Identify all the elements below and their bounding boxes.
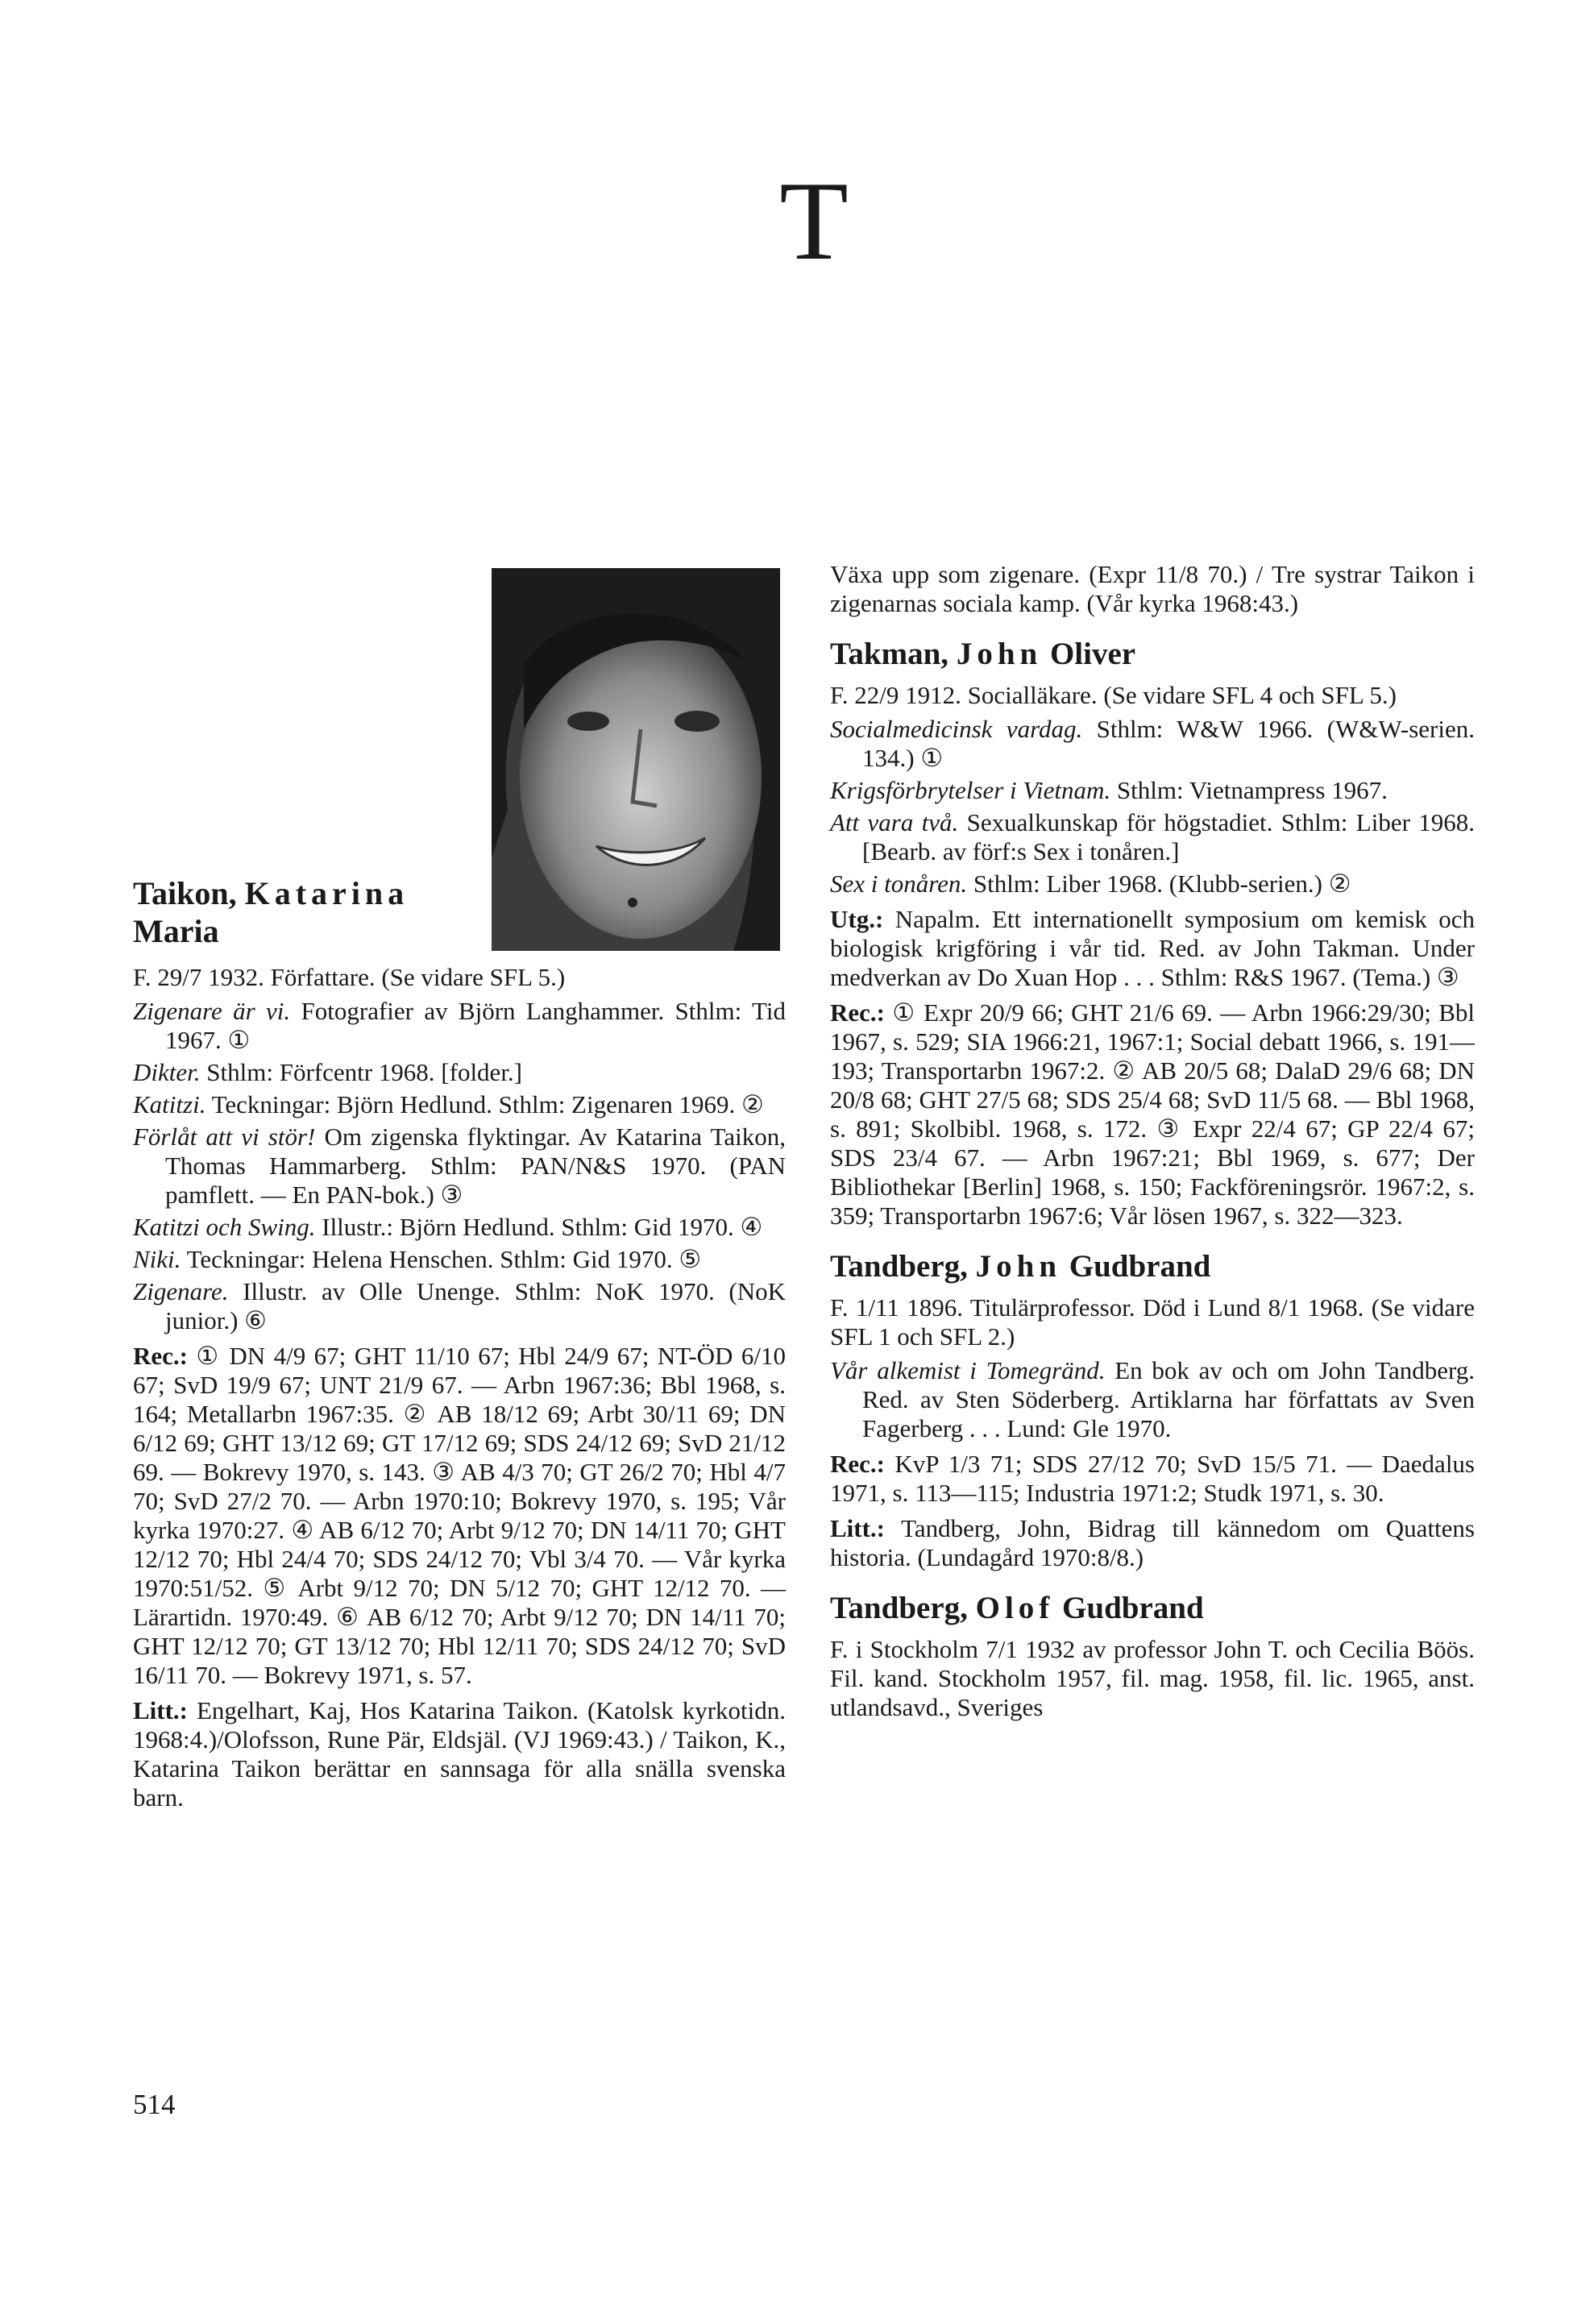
tandberg-olof-bio: F. i Stockholm 7/1 1932 av professor John T. och Cecilia Böös. Fil. kand. Stockholm 1957, fil. mag. 1958, fil. lic. 1965, anst. utlandsavd., Sveriges	[830, 1635, 1475, 1721]
work-details: Om zigenska flyktingar. Av Katarina Taikon, Thomas Hammarberg. Sthlm: PAN/N&S 1970. (PAN pamflett. — En PAN-bok.) ③	[165, 1123, 786, 1209]
reviews-text: ① Expr 20/9 66; GHT 21/6 69. — Arbn 1966:29/30; Bbl 1967, s. 529; SIA 1966:21, 1967:1; Social debatt 1966, s. 191—193; Transportarbn 1967:2. ② AB 20/5 68; DalaD 29/6 68; DN 20/8 68; GHT 27/5 68; SDS 25/4 68; SvD 11/5 68. — Bbl 1968, s. 891; Skolbibl. 1968, s. 172. ③ Expr 22/4 67; GP 22/4 67; SDS 23/4 67. — Arbn 1967:21; Bbl 1969, s. 677; Der Bibliothekar [Berlin] 1968, s. 150; Fackföreningsrör. 1967:2, s. 359; Transportarbn 1967:6; Vår lösen 1967, s. 322—323.	[830, 998, 1475, 1230]
portrait-photo	[492, 568, 780, 951]
work-title: Katitzi och Swing.	[133, 1213, 316, 1241]
literature-label: Litt.:	[830, 1514, 886, 1542]
given-name: Olof	[975, 1591, 1055, 1625]
reviews-text: ① DN 4/9 67; GHT 11/10 67; Hbl 24/9 67; NT-ÖD 6/10 67; SvD 19/9 67; UNT 21/9 67. — Arbn 1967:36; Bbl 1968, s. 164; Metallarbn 1967:35. ② AB 18/12 69; Arbt 30/11 69; DN 6/12 69; GHT 13/12 69; GT 17/12 69; SDS 24/12 69; SvD 21/12 69. — Bokrevy 1970, s. 143. ③ AB 4/3 70; GT 26/2 70; Hbl 4/7 70; SvD 27/2 70. — Arbn 1970:10; Bokrevy 1970, s. 195; Vår kyrka 1970:27. ④ AB 6/12 70; Arbt 9/12 70; DN 14/11 70; GHT 12/12 70; Hbl 24/4 70; SDS 24/12 70; Vbl 3/4 70. — Vår kyrka 1970:51/52. ⑤ Arbt 9/12 70; DN 5/12 70; GHT 12/12 70. — Lärartidn. 1970:49. ⑥ AB 6/12 70; Arbt 9/12 70; DN 14/11 70; GHT 12/12 70; GT 13/12 70; Hbl 12/11 70; SDS 24/12 70; SvD 16/11 70. — Bokrevy 1971, s. 57.	[133, 1342, 786, 1689]
entry-heading-tandberg-olof	[830, 1590, 1475, 1627]
work-details: Illustr. av Olle Unenge. Sthlm: NoK 1970. (NoK junior.) ⑥	[165, 1277, 786, 1334]
literature-paragraph	[133, 1696, 786, 1812]
taikon-bio: F. 29/7 1932. Författare. (Se vidare SFL 5.)	[133, 963, 566, 991]
work-entry	[133, 1245, 786, 1274]
tandberg-john-bio: F. 1/11 1896. Titulärprofessor. Död i Lund 8/1 1968. (Se vidare SFL 1 och SFL 2.)	[830, 1293, 1475, 1351]
reviews-paragraph	[830, 998, 1475, 1230]
work-entry	[133, 1123, 786, 1210]
editor-text: Napalm. Ett internationellt symposium om kemisk och biologisk krigföring i vår tid. Red. av John Takman. Under medverkan av Do Xuan Hop . . . Sthlm: R&S 1967. (Tema.) ③	[830, 905, 1475, 991]
page-letter-heading: T	[779, 159, 849, 284]
literature-text: Engelhart, Kaj, Hos Katarina Taikon. (Katolsk kyrkotidn. 1968:4.)/Olofsson, Rune Pär, Eldsjäl. (VJ 1969:43.) / Taikon, K., Katarina Taikon berättar en sannsaga för alla snälla svenska barn.	[133, 1696, 786, 1811]
work-entry	[133, 1277, 786, 1335]
surname: Tandberg,	[830, 1249, 968, 1284]
right-column	[830, 560, 1475, 1727]
given-name: John	[975, 1249, 1062, 1284]
literature-label: Litt.:	[133, 1696, 189, 1724]
reviews-label: Rec.:	[133, 1342, 188, 1370]
work-details: Fotografier av Björn Langhammer. Sthlm: Tid 1967. ①	[165, 997, 786, 1054]
work-title: Zigenare är vi.	[133, 997, 291, 1025]
takman-bio: F. 22/9 1912. Socialläkare. (Se vidare SFL 4 och SFL 5.)	[830, 681, 1397, 709]
surname: Tandberg,	[830, 1591, 968, 1625]
given-name: Katarina	[244, 875, 409, 911]
literature-text: Tandberg, John, Bidrag till kännedom om Quattens historia. (Lundagård 1970:8/8.)	[830, 1514, 1475, 1571]
surname: Takman,	[830, 637, 949, 671]
work-title: Vår alkemist i Tomegränd.	[830, 1356, 1106, 1384]
reviews-label: Rec.:	[830, 1450, 885, 1478]
work-entry	[830, 869, 1475, 898]
work-title: Katitzi.	[133, 1090, 206, 1118]
middle-name: Gudbrand	[1069, 1249, 1211, 1284]
literature-paragraph	[830, 1514, 1475, 1572]
entry-heading-tandberg-john	[830, 1248, 1475, 1285]
work-entry	[830, 776, 1475, 805]
work-title: Niki.	[133, 1245, 181, 1273]
work-entry	[133, 1213, 786, 1242]
work-title: Att vara två.	[830, 808, 959, 836]
surname: Taikon,	[133, 875, 237, 911]
work-title: Socialmedicinsk vardag.	[830, 715, 1083, 743]
work-entry	[133, 1090, 786, 1119]
entry-heading-taikon	[133, 874, 488, 950]
work-title: Dikter.	[133, 1058, 201, 1086]
reviews-paragraph	[133, 1342, 786, 1690]
work-details: Sthlm: W&W 1966. (W&W-serien. 134.) ①	[862, 715, 1475, 772]
given-name: John	[956, 637, 1043, 671]
work-details: Illustr.: Björn Hedlund. Sthlm: Gid 1970. ④	[315, 1213, 763, 1241]
work-details: Sthlm: Vietnampress 1967.	[1110, 776, 1388, 804]
reviews-paragraph	[830, 1450, 1475, 1508]
work-details: Teckningar: Helena Henschen. Sthlm: Gid 1970. ⑤	[181, 1245, 702, 1273]
work-details: Sthlm: Förfcentr 1968. [folder.]	[200, 1058, 523, 1086]
work-entry	[133, 1058, 786, 1087]
work-details: Sexualkunskap för högstadiet. Sthlm: Liber 1968. [Bearb. av förf:s Sex i tonåren.]	[862, 808, 1475, 865]
work-title: Zigenare.	[133, 1277, 229, 1305]
work-title: Krigsförbrytelser i Vietnam.	[830, 776, 1111, 804]
editor-paragraph	[830, 905, 1475, 992]
middle-name: Maria	[133, 913, 219, 949]
work-title: Sex i tonåren.	[830, 869, 968, 898]
reviews-text: KvP 1/3 71; SDS 27/12 70; SvD 15/5 71. — Daedalus 1971, s. 113—115; Industria 1971:2; Studk 1971, s. 30.	[830, 1450, 1475, 1507]
work-entry	[830, 1356, 1475, 1443]
portrait-icon	[492, 568, 780, 951]
page-number: 514	[133, 2089, 176, 2120]
entry-heading-takman	[830, 636, 1475, 673]
work-title: Förlåt att vi stör!	[133, 1123, 316, 1151]
reviews-label: Rec.:	[830, 998, 885, 1027]
taikon-continuation: Växa upp som zigenare. (Expr 11/8 70.) / Tre systrar Taikon i zigenarnas sociala kamp. (Vår kyrka 1968:43.)	[830, 560, 1475, 617]
work-entry	[133, 997, 786, 1055]
editor-label: Utg.:	[830, 905, 884, 933]
left-column	[133, 963, 786, 1819]
work-details: Teckningar: Björn Hedlund. Sthlm: Zigenaren 1969. ②	[205, 1090, 764, 1118]
middle-name: Gudbrand	[1062, 1591, 1204, 1625]
middle-name: Oliver	[1049, 637, 1136, 671]
work-entry	[830, 715, 1475, 773]
work-entry	[830, 808, 1475, 866]
work-details: Sthlm: Liber 1968. (Klubb-serien.) ②	[967, 869, 1351, 898]
work-details: En bok av och om John Tandberg. Red. av Sten Söderberg. Artiklarna har författats av Sven Fagerberg . . . Lund: Gle 1970.	[862, 1356, 1475, 1442]
